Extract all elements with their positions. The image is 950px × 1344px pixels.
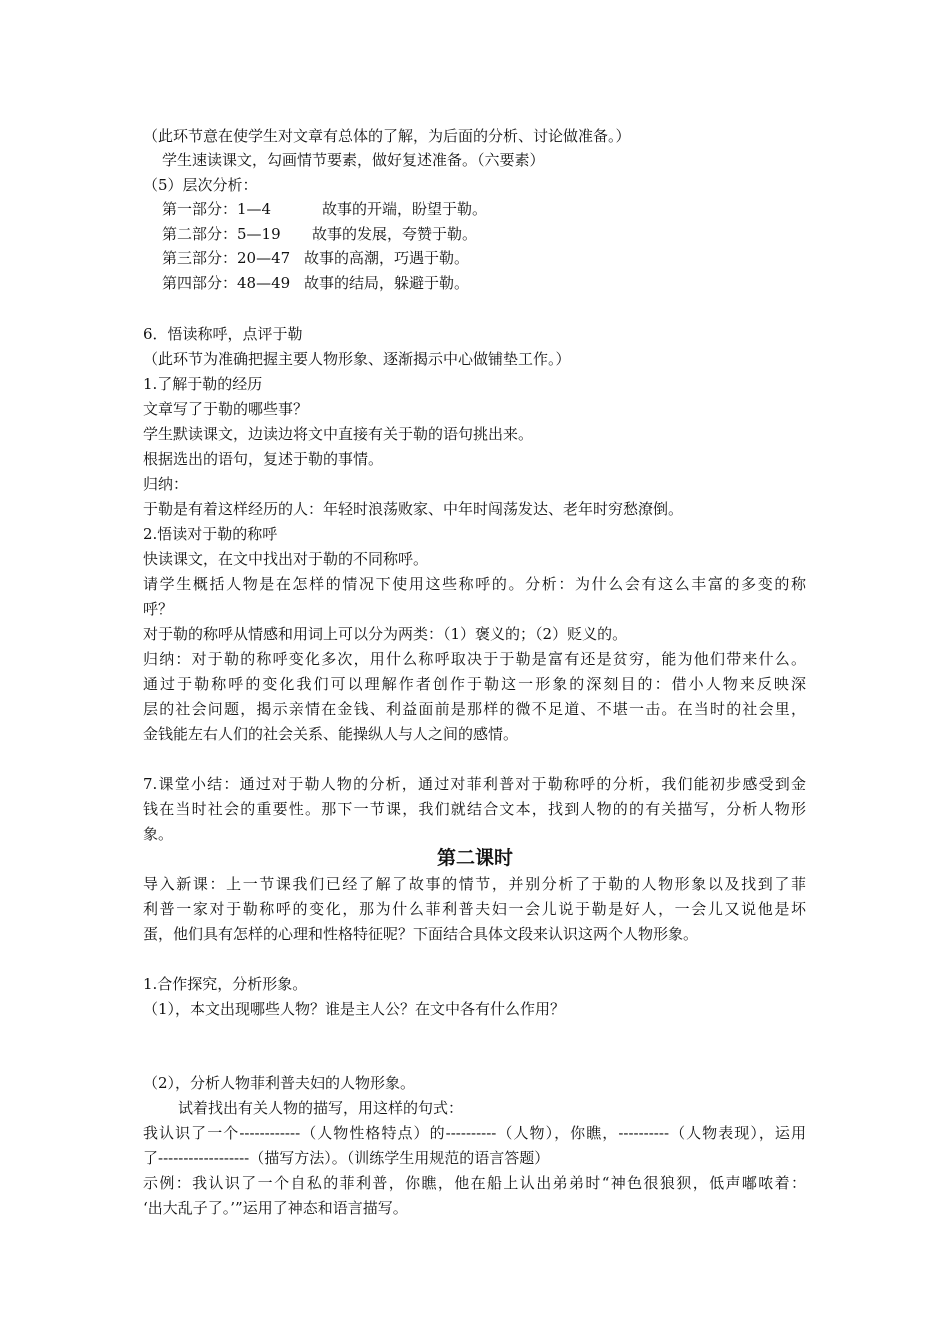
paragraph-line: 请学生概括人物是在怎样的情况下使用这些称呼的。分析：为什么会有这么丰富的多变的称 [143, 575, 806, 593]
part-row [162, 222, 477, 246]
section-6-note: （此环节为准确把握主要人物形象、逐渐揭示中心做铺垫工作。） [143, 350, 571, 368]
paragraph-line: 层的社会问题，揭示亲情在金钱、利益面前是那样的微不足道、不堪一击。在当时的社会里， [143, 700, 806, 718]
subsection-heading: 2.悟读对于勒的称呼 [143, 525, 278, 543]
part-desc: 故事的结局，躲避于勒。 [304, 274, 470, 292]
part-row [162, 246, 469, 270]
part-row [162, 197, 487, 221]
part-desc: 故事的开端，盼望于勒。 [322, 200, 488, 218]
paragraph-line: 通过于勒称呼的变化我们可以理解作者创作于勒这一形象的深刻目的：借小人物来反映深 [143, 675, 806, 693]
activity-heading: 1.合作探究，分析形象。 [143, 975, 308, 993]
summary-line: 象。 [143, 825, 174, 843]
part-row [162, 271, 469, 295]
sentence-pattern: 了------------------（描写方法）。（训练学生用规范的语言答题） [143, 1149, 550, 1167]
paragraph-line: 金钱能左右人们的社会关系、能操纵人与人之间的感情。 [143, 725, 519, 743]
reading-task: 学生速读课文，勾画情节要素，做好复述准备。（六要素） [162, 151, 545, 169]
lesson-title: 第二课时 [436, 847, 513, 869]
part-label: 第一部分：1—4 [162, 200, 272, 218]
paragraph-line: 根据选出的语句，复述于勒的事情。 [143, 450, 384, 468]
sentence-pattern: 我认识了一个------------（人物性格特点）的----------（人物），你瞧，----------（人物表现），运用 [143, 1124, 806, 1142]
section-6-heading: 6．悟读称呼，点评于勒 [143, 325, 303, 343]
summary-line: 7.课堂小结：通过对于勒人物的分析，通过对菲利普对于勒称呼的分析，我们能初步感受到金 [143, 775, 806, 793]
part-desc: 故事的发展，夸赞于勒。 [312, 225, 478, 243]
intro-line: 蛋，他们具有怎样的心理和性格特征呢？下面结合具体文段来认识这两个人物形象。 [143, 925, 699, 943]
question-2-instruction: 试着找出有关人物的描写，用这样的句式： [178, 1099, 464, 1117]
part-label: 第四部分：48—49 [162, 274, 291, 292]
paragraph-line: 于勒是有着这样经历的人：年轻时浪荡败家、中年时闯荡发达、老年时穷愁潦倒。 [143, 500, 684, 518]
summary-line: 钱在当时社会的重要性。那下一节课，我们就结合文本，找到人物的的有关描写，分析人物形 [143, 800, 806, 818]
question-2: （2），分析人物菲利普夫妇的人物形象。 [143, 1074, 416, 1092]
paragraph-line: 归纳：对于勒的称呼变化多次，用什么称呼取决于于勒是富有还是贫穷，能为他们带来什么。 [143, 650, 806, 668]
paragraph-line: 归纳： [143, 475, 189, 493]
paragraph-line: 对于勒的称呼从情感和用词上可以分为两类：（1）褒义的；（2）贬义的。 [143, 625, 628, 643]
paragraph-line: 文章写了于勒的哪些事？ [143, 400, 309, 418]
example-line: ‘出大乱子了。’”运用了神态和语言描写。 [143, 1199, 408, 1217]
question-1: （1），本文出现哪些人物？谁是主人公？在文中各有什么作用？ [143, 1000, 566, 1018]
intro-line: 利普一家对于勒称呼的变化，那为什么菲利普夫妇一会儿说于勒是好人，一会儿又说他是坏 [143, 900, 806, 918]
part-label: 第三部分：20—47 [162, 249, 291, 267]
example-line: 示例：我认识了一个自私的菲利普，你瞧，他在船上认出弟弟时“神色很狼狈，低声嘟哝着： [143, 1174, 806, 1192]
part-label: 第二部分：5—19 [162, 225, 281, 243]
intro-line: 导入新课：上一节课我们已经了解了故事的情节，并别分析了于勒的人物形象以及找到了菲 [143, 875, 806, 893]
part-desc: 故事的高潮，巧遇于勒。 [304, 249, 470, 267]
paragraph-line: 学生默读课文，边读边将文中直接有关于勒的语句挑出来。 [143, 425, 534, 443]
paragraph-line: 快读课文，在文中找出对于勒的不同称呼。 [143, 550, 429, 568]
subsection-heading: 1.了解于勒的经历 [143, 375, 263, 393]
paragraph-line: 呼？ [143, 600, 174, 618]
section-5-heading: （5）层次分析： [143, 176, 258, 194]
intro-note: （此环节意在使学生对文章有总体的了解，为后面的分析、讨论做准备。） [143, 127, 631, 145]
